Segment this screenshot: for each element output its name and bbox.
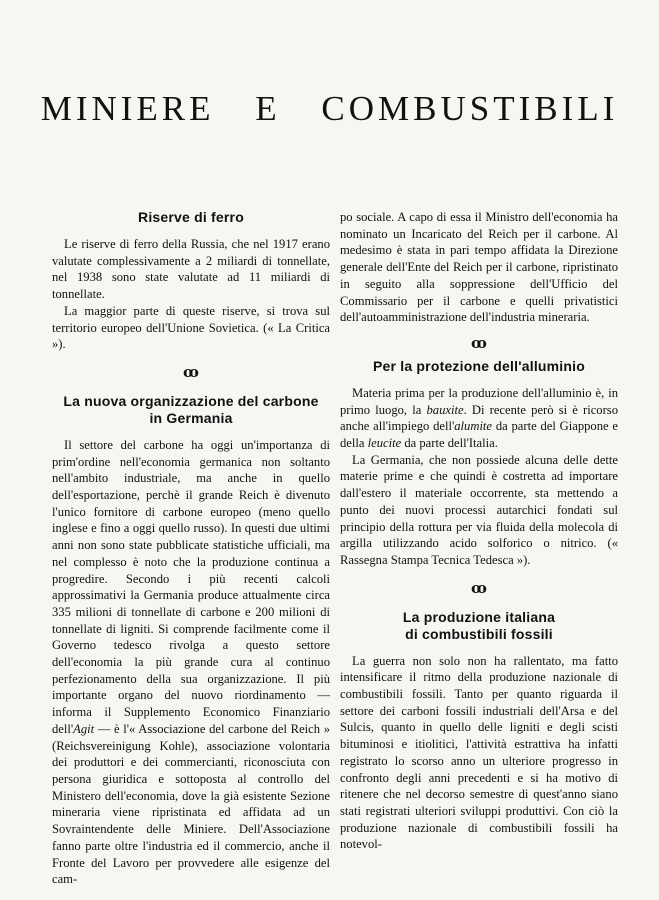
text-run: . Di recente però si è ricorso anche all'impiego dell' <box>340 402 618 434</box>
heading-line: in Germania <box>149 409 233 426</box>
heading-line: La produzione italiana <box>402 608 556 625</box>
italic-text: leucite <box>367 436 402 451</box>
paragraph: La guerra non solo non ha rallentato, ma fatto intensificare il ritmo della produzione nazionale di combustibili fossili. Tanto per quanto riguarda il settore dei carboni fossili industriali dell'Arsa e del Sulcis, quanto in quello delle ligniti e degli scisti bituminosi e itiolitici, l'attività estrattiva ha infatti registrato lo scorso anno un ulteriore progresso in confronto degli anni precedenti e si ha motivo di ritenere che nel decorso semestre di quest'anno siano stati registrati ulteriori sviluppi produttivi. Con ciò la produzione nazionale di combustibili fossili ha notevol- <box>340 653 618 852</box>
page-title: MINIERE E COMBUSTIBILI <box>40 89 619 128</box>
section-ornament: ꝏ <box>471 580 487 597</box>
section-ornament: ꝏ <box>183 364 199 381</box>
text-run: — è l'« Associazione del carbone del Reich » (Reichsvereinigung Kohle), associazione volontaria dei produttori e dei commercianti, riconosciuta con persona giuridica e sottoposta al controllo del Ministero dell'economia, dove la già esistente Sezione mineraria viene ripristinata ed affidata ad un Sovraintendente delle Miniere. Dell'Associazione fanno parte oltre l'industria ed il commercio, anche il Fronte del Lavoro per provvedere alle esigenze del cam- <box>52 721 330 887</box>
section-ornament: ꝏ <box>471 335 487 352</box>
section-heading-alluminio: Per la protezione dell'alluminio <box>373 357 585 374</box>
paragraph-continuation: po sociale. A capo di essa il Ministro dell'economia ha nominato un Incaricato del Reich per il carbone. Al medesimo è stata in pari tempo affidata la Direzione generale dell'Ente del Reich per il carbone, ripristinato in seguito alla soppressione dell'Ufficio del Commissario per il carbone e quelli privatistici dell'autoamministrazione dell'industria mineraria. <box>340 210 618 325</box>
heading-line: La nuova organizzazione del carbone <box>63 392 319 409</box>
section-heading-riserve-di-ferro: Riserve di ferro <box>138 209 244 225</box>
heading-line: di combustibili fossili <box>405 625 553 642</box>
left-column <box>52 209 330 888</box>
paragraph <box>340 385 618 452</box>
italic-text: alumite <box>454 419 493 434</box>
paragraph: La Germania, che non possiede alcuna delle dette materie prime e che quindi è costretta ad importare dall'estero il materiale occorrente, sta mettendo a punto dei nuovi processi autarchici fondati sul principio della rottura per via fluida della molecola di argilla utilizzando acido solforico o nitrico. (« Rassegna Stampa Tecnica Tedesca »). <box>340 452 618 567</box>
paragraph: La maggior parte di queste riserve, si trova sul territorio europeo dell'Unione Sovietica. (« La Critica »). <box>52 303 330 352</box>
text-run: da parte del Giappone e della <box>340 419 619 451</box>
text-run: Materia prima per la produzione dell'alluminio è, in primo luogo, la <box>340 385 618 417</box>
text-run: Il settore del carbone ha oggi un'importanza di prim'ordine nell'economia germanica non soltanto nell'ambito industriale, ma anche in quello dell'esportazione, perchè il grande Reich è divenuto l'unico fornitore di carbone europeo (meno quello inglese e fino a oggi quello russo). In questi due ultimi anni non sono state pubblicate statistiche ufficiali, ma nel complesso è noto che la produzione continua a progredire. Secondo i più recenti calcoli approssimativi la Germania produce attualmente circa 335 milioni di tonnellate di carbone e 200 milioni di tonnellate di ligniti. Si comprende facilmente come il Governo tedesco rivolga a questo settore dell'economia la più grande cura al continuo perfezionamento della sua organizzazione. Il più importante organo del nuovo riordinamento — informa il Supplemento Economico Finanziario dell' <box>52 437 330 736</box>
paragraph <box>52 437 330 888</box>
italic-text: bauxite <box>426 402 464 417</box>
text-run: da parte dell'Italia. <box>401 436 498 451</box>
right-column <box>340 209 618 853</box>
italic-text: Agit <box>73 721 95 736</box>
paragraph: Le riserve di ferro della Russia, che nel 1917 erano valutate complessivamente a 2 miliardi di tonnellate, nel 1938 sono state valutate ad 11 miliardi di tonnellate. <box>52 237 330 302</box>
section-heading-carbone-germania <box>52 393 330 427</box>
section-heading-combustibili-fossili <box>340 609 618 643</box>
